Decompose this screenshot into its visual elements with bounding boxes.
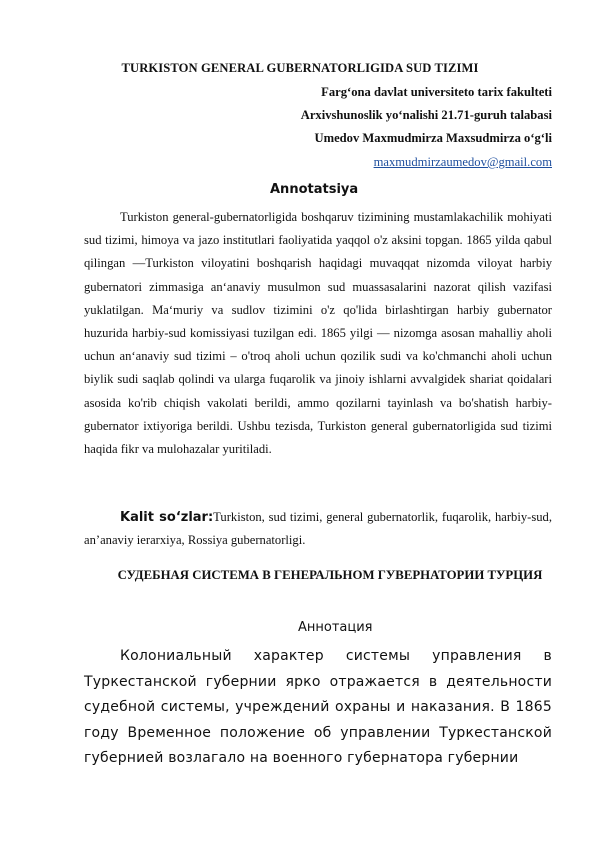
keywords-text: Turkiston, sud tizimi, general gubernatorlik, fuqarolik, harbiy-sud, an’anaviy ierarxiya, Rossiya gubernatorligi. [84, 510, 552, 547]
annotation-heading-ru: Аннотация [298, 620, 373, 635]
annotation-uz [84, 206, 552, 461]
keywords-label: Kalit so‘zlar: [120, 510, 214, 525]
author-email-link[interactable]: maxmudmirzaumedov@gmail.com [373, 155, 552, 169]
author-program: Arxivshunoslik yo‘nalishi 21.71-guruh talabasi [300, 108, 552, 122]
keywords-block [84, 506, 552, 552]
annotation-ru [84, 644, 552, 772]
article-title-ru: СУДЕБНАЯ СИСТЕМА В ГЕНЕРАЛЬНОМ ГУВЕРНАТОРИИ ТУРЦИЯ [117, 568, 543, 582]
annotation-ru-text: Колониальный характер системы управления в Туркестанской губернии ярко отражается в деятельности судебной системы, учреждений охраны и наказания. В 1865 году Временное положение об управлении Туркестанской губернией возлагало на военного губернатора губернии [84, 648, 552, 766]
article-title: TURKISTON GENERAL GUBERNATORLIGIDA SUD TIZIMI [121, 61, 479, 75]
author-name: Umedov Maxmudmirza Maxsudmirza o‘g‘li [314, 131, 552, 145]
annotation-uz-text: Turkiston general-gubernatorligida boshqaruv tizimining mustamlakachilik mohiyati sud tizimi, himoya va jazo institutlari faoliyatida yaqqol o'z aksini topgan. 1865 yilda qabul qilingan —Turkiston viloyatini boshqarish haqidagi muvaqqat nizomda viloyat harbiy gubernatori zimmasiga an‘anaviy musulmon sud muassasalarini nazorat qilish vazifasi yuklatilgan. Ma‘muriy va sudlov tizimini o'z qo'lida birlashtirgan harbiy gubernator huzurida harbiy-sud komissiyasi tuzilgan edi. 1865 yilgi — nizomga asosan mahalliy aholi uchun an‘anaviy sud tizimi – o'troq aholi uchun qozilik sudi va ko'chmanchi aholi uchun biylik sudi saqlab qolindi va ularga fuqarolik va jinoiy ishlarni avvalgidek shariat qoidalari asosida ko'rib chiqish vakolati berildi, ammo qozilarni tayinlash va bo'shatish harbiy-gubernator ixtiyoriga berildi. Ushbu tezisda, Turkiston general gubernatorligida sud tizimi haqida fikr va mulohazalar yuritiladi. [84, 210, 552, 457]
author-affiliation: Farg‘ona davlat universiteto tarix fakulteti [321, 85, 552, 99]
annotation-heading-uz: Annotatsiya [270, 182, 359, 197]
